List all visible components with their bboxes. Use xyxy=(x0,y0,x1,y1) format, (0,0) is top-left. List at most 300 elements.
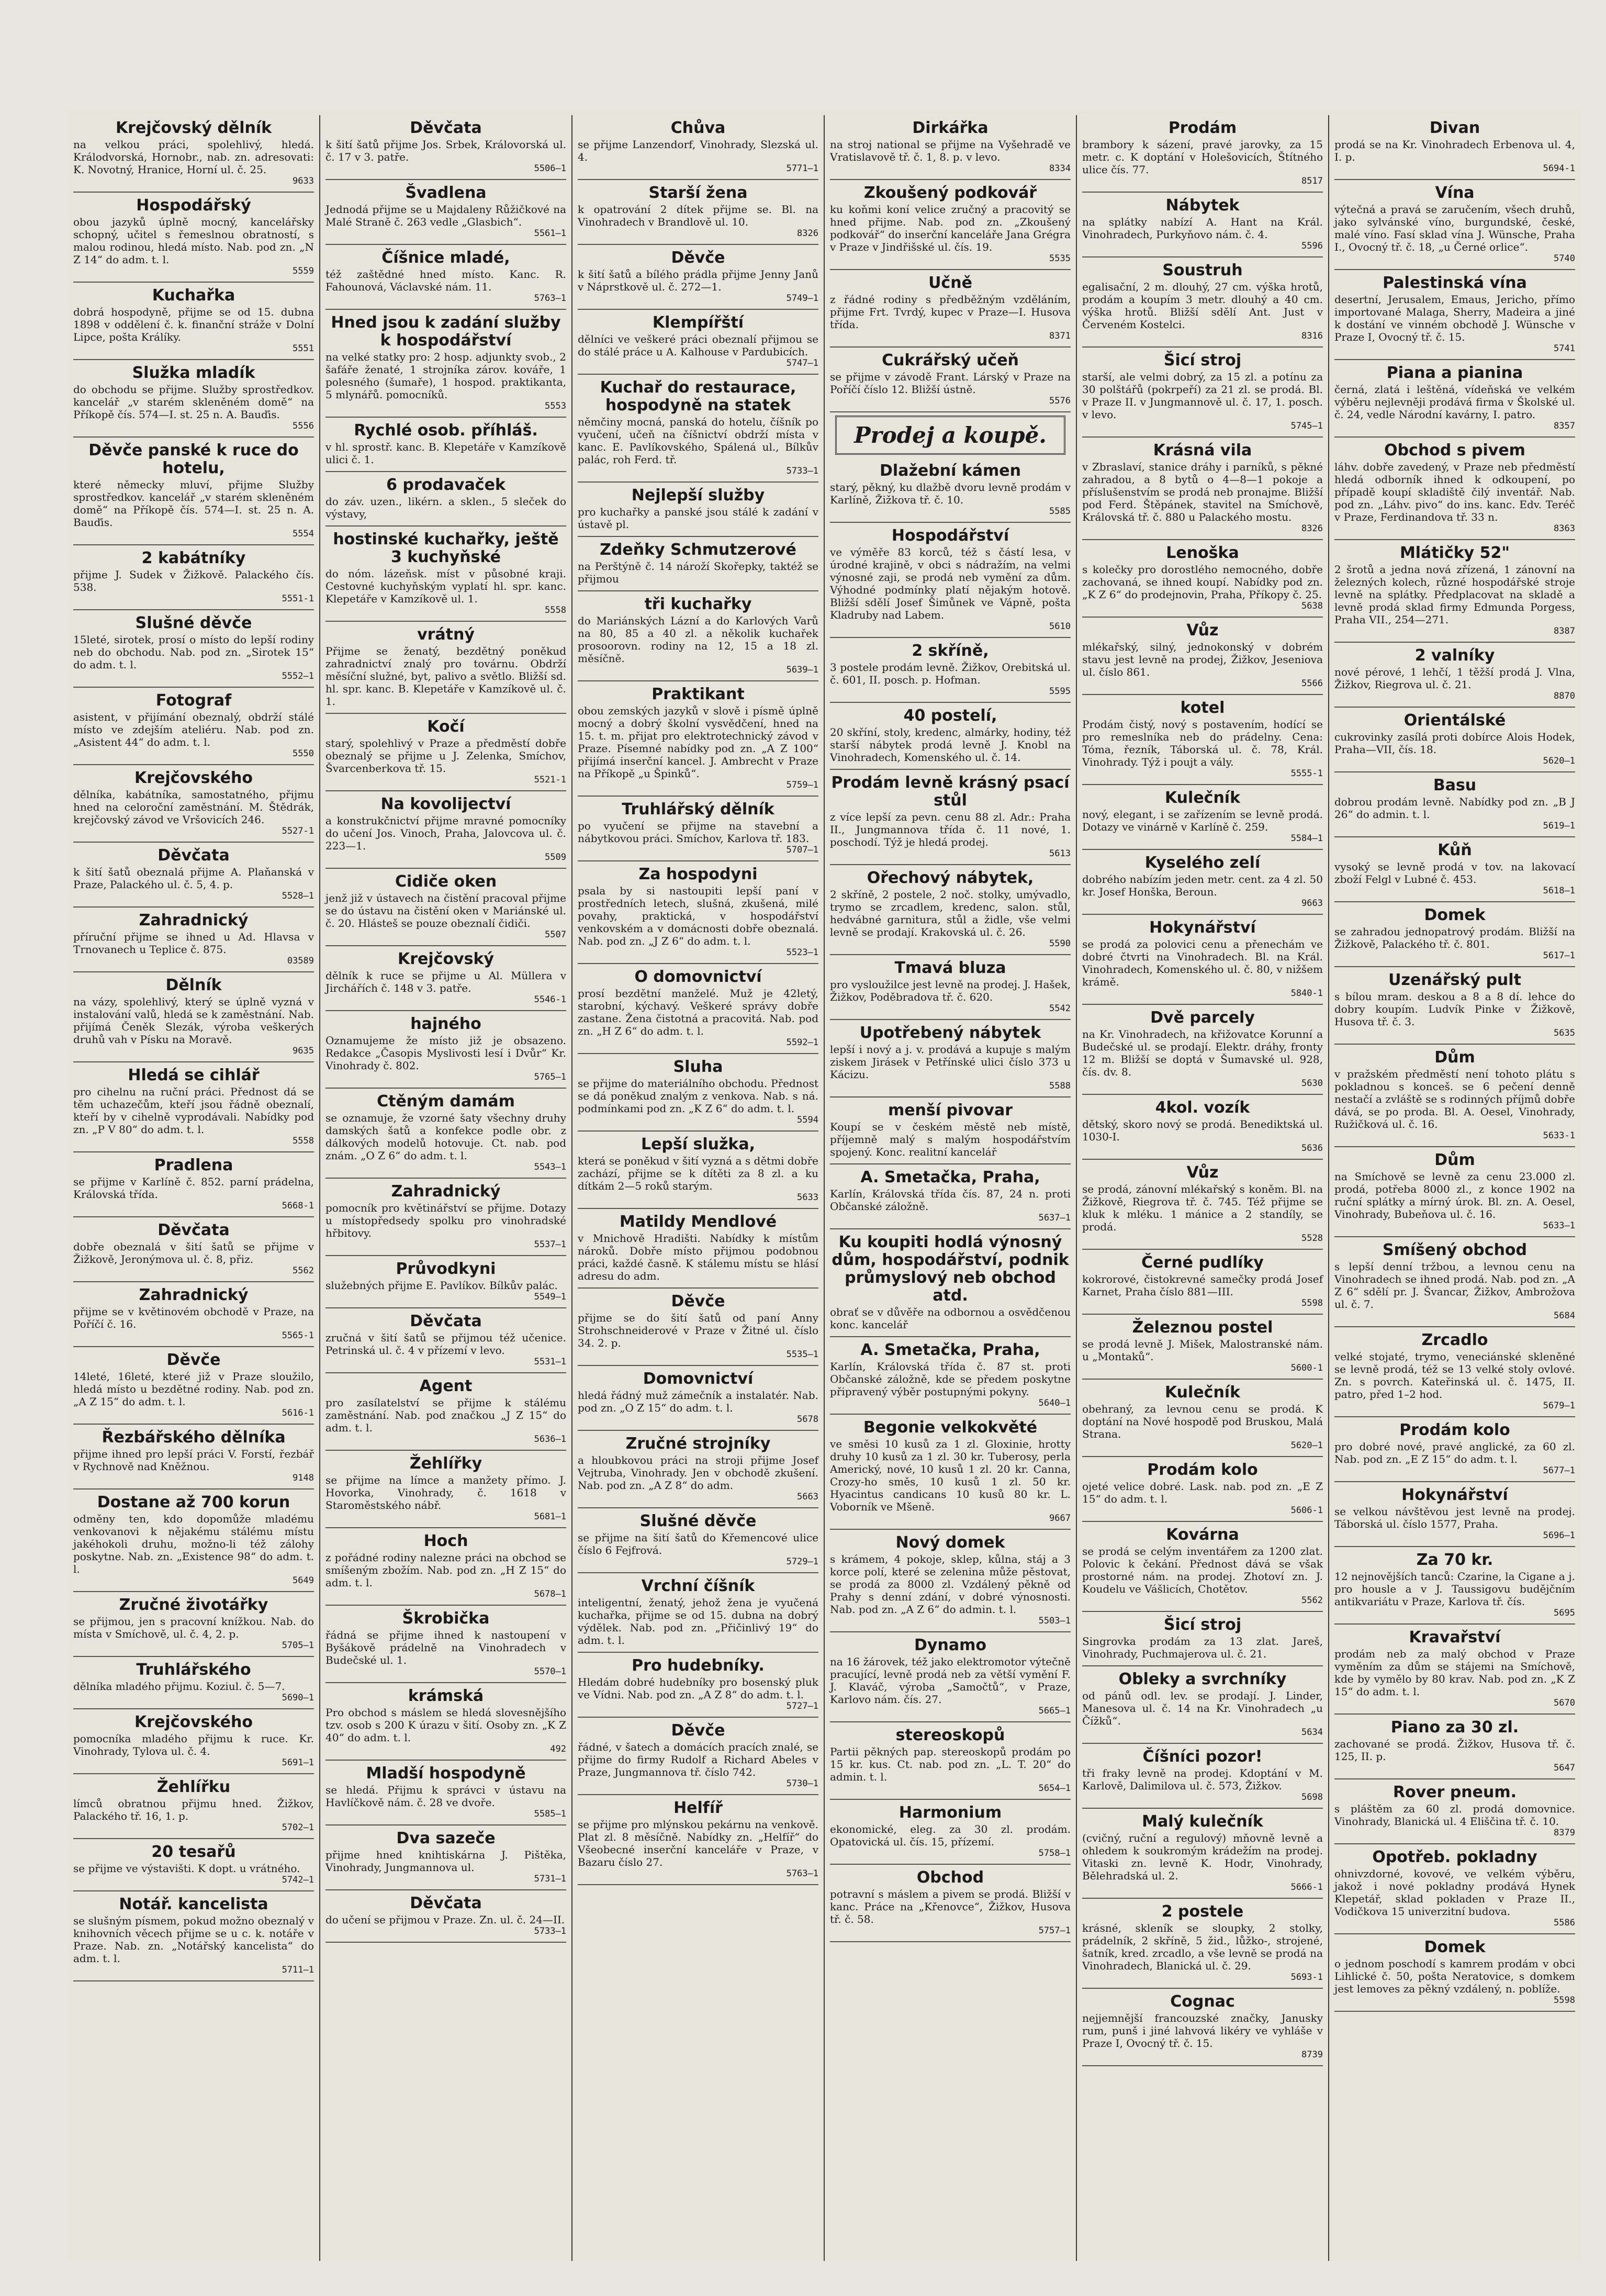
ad-body: tři fraky levně na prodej. Kdoptání v M. Karlově, Dalimilova ul. č. 573, Žižkov. xyxy=(1082,1767,1323,1792)
ad-number: 9633 xyxy=(293,176,314,186)
ad-number: 5565-1 xyxy=(282,1330,314,1341)
ad-body: límců obratnou přijmu hned. Žižkov, Palackého tř. 16, 1. p. xyxy=(73,1797,314,1822)
ad-headline: stereoskopů xyxy=(895,1726,1005,1744)
ad-headline: Kulečník xyxy=(1164,1383,1241,1402)
classified-ad xyxy=(830,1020,1071,1097)
ad-number: 8334 xyxy=(1049,163,1071,174)
ad-number: 5616-1 xyxy=(282,1408,314,1418)
ad-headline: Dům xyxy=(1434,1151,1475,1169)
ad-number: 5585—1 xyxy=(534,1809,566,1819)
classified-ad xyxy=(1334,967,1575,1045)
ad-headline: Cidiče oken xyxy=(395,872,497,891)
ad-headline: Vůz xyxy=(1186,1163,1219,1182)
ad-number: 5771—1 xyxy=(786,163,818,174)
classified-ad xyxy=(1082,1457,1323,1522)
ad-headline: Hokynářství xyxy=(1149,919,1256,937)
ad-number: 5733—1 xyxy=(534,1926,566,1936)
ad-body: zručná v šití šatů se přijmou též učenice. Petrinská ul. č. 4 v přízemí v levo. xyxy=(325,1331,566,1357)
ad-number: 5757—1 xyxy=(1038,1925,1071,1936)
classified-ad xyxy=(830,770,1071,865)
ad-number: 5598 xyxy=(1301,1298,1323,1308)
classified-ad xyxy=(73,115,314,193)
classified-ad xyxy=(73,438,314,545)
classified-ad xyxy=(830,180,1071,270)
ad-headline: Orientálské xyxy=(1403,711,1506,730)
classified-ad xyxy=(325,1373,566,1451)
classified-ad xyxy=(325,115,566,180)
classified-ad xyxy=(73,1217,314,1282)
ad-body: ojeté velice dobré. Lask. nab. pod zn. „E Z 15“ do adm. t. l. xyxy=(1082,1480,1323,1505)
ad-body: se přijme pro mlýnskou pekárnu na venkově. Plat zl. 8 měsíčně. Nabídky zn. „Helfíř“ do Všeobecné inserční kanceláře v Praze, v Bazaru číslo 27. xyxy=(578,1818,818,1868)
ad-headline: Vůz xyxy=(1186,621,1219,640)
ad-body: černá, zlatá i leštěná, vídeňská ve velkém výběru nejlevněji prodává firma v Školské ul. č. 24, vedle Národní kavárny, I. patro. xyxy=(1334,383,1575,421)
classified-ad xyxy=(73,1592,314,1657)
column-3 xyxy=(572,115,825,2261)
ad-body: Jednodá přijme se u Majdaleny Růžičkové na Malé Straně č. 263 vedle „Glasbich“. xyxy=(325,203,566,228)
ad-headline: Kočí xyxy=(427,718,465,736)
classified-ad xyxy=(830,1865,1071,1942)
classified-ad xyxy=(578,1795,818,1885)
ad-number: 9635 xyxy=(293,1046,314,1056)
ad-headline: Za hospodyni xyxy=(638,865,758,883)
classified-ad xyxy=(1082,1095,1323,1160)
ad-headline: Helfíř xyxy=(673,1799,723,1817)
ad-body: na splátky nabízí A. Hant na Král. Vinohradech, Purkyňovo nám. č. 4. xyxy=(1082,216,1323,241)
ad-body: se přijme ve výstavišti. K dopt. u vrátného. xyxy=(73,1862,300,1875)
classified-ad xyxy=(73,1152,314,1217)
classified-ad xyxy=(578,1653,818,1718)
ad-body: s pláštěm za 60 zl. prodá domovnice. Vinohrady, Blanická ul. 4 Eliščina tř. č. 10. xyxy=(1334,1802,1575,1828)
ad-headline: Děvče xyxy=(671,249,725,267)
ad-headline: Žehlířku xyxy=(156,1778,231,1796)
classified-ad xyxy=(73,1774,314,1839)
ad-headline: Piana a pianina xyxy=(1386,364,1523,382)
ad-number: 8739 xyxy=(1301,2049,1323,2060)
ad-body: nové pérové, 1 lehčí, 1 těžší prodá J. Vlna, Žižkov, Riegrova ul. č. 21. xyxy=(1334,666,1575,691)
ad-number: 5586 xyxy=(1554,1918,1575,1928)
ad-body: se přijme na šití šatů do Křemencové ulice číslo 6 Fejfrová. xyxy=(578,1531,818,1556)
ad-body: z více lepší za pevn. cenu 88 zl. Adr.: Praha II., Jungmannova třída č. 11 nové, 1. poschodí. Týž je hledá prodej. xyxy=(830,811,1071,848)
ad-body: psala by si nastoupiti lepší paní v prostředních letech, slušná, zkušená, milé povahy, praktická, v hospodářství venkovském a v domácnosti dobře obeznalá. Nab. pod zn. „J Z 6“ do adm. t. l. xyxy=(578,884,818,947)
ad-headline: Upotřebený nábytek xyxy=(859,1024,1041,1042)
ad-body: vysoký se levně prodá v tov. na lakovací zboží Felgl v Lubné č. 453. xyxy=(1334,860,1575,886)
ad-headline: A. Smetačka, Praha, xyxy=(860,1168,1040,1186)
ad-headline: Zahradnický xyxy=(139,1286,249,1304)
ad-number: 5528 xyxy=(1301,1233,1323,1244)
ad-body: se oznamuje, že vzorné šaty všechny druhy damských šatů a konfekce podle obr. z dálkových modelů hotovuje. Ct. nab. pod znám. „O Z 6“ do adm. t. l. xyxy=(325,1112,566,1162)
ad-headline: Prodám xyxy=(1168,119,1237,137)
ad-headline: Rychlé osob. příhláš. xyxy=(354,421,538,440)
classified-ad xyxy=(73,908,314,972)
ad-number: 5551-1 xyxy=(282,593,314,604)
ad-body: do Mariánských Lázní a do Karlových Varů na 80, 85 a 40 zl. a několik kuchařek prosoorovn. rodiny na 12, 15 a 18 zl. měsíčně. xyxy=(578,614,818,665)
ad-headline: Nábytek xyxy=(1165,196,1240,215)
ad-number: 5647 xyxy=(1554,1763,1575,1773)
ad-number: 8326 xyxy=(1301,523,1323,534)
ad-number: 5693-1 xyxy=(1290,1972,1323,1983)
ad-number: 5527-1 xyxy=(282,826,314,836)
ad-body: přijme se v květinovém obchodě v Praze, na Poříčí č. 16. xyxy=(73,1305,314,1330)
ad-number: 5633-1 xyxy=(1543,1130,1575,1141)
classified-ad xyxy=(578,1289,818,1366)
ad-body: na vázy, spolehlivý, který se úplně vyzná v instalování valů, hledá se k zaměstnání. Nab. přijímá Čeněk Slezák, výroba veškerých druhů vah v Písku na Moravě. xyxy=(73,995,314,1046)
ad-number: 5506—1 xyxy=(534,163,566,174)
ad-number: 5620—1 xyxy=(1543,756,1575,766)
classified-ad xyxy=(325,1825,566,1890)
classified-ad xyxy=(1334,708,1575,772)
classified-ad xyxy=(73,843,314,908)
ad-body: Pro obchod s máslem se hledá slovesnějšího tzv. osob s 200 K úrazu v šití. Osoby zn. „K Z 40“ do adm. t. l. xyxy=(325,1706,566,1744)
ad-number: 5758—1 xyxy=(1038,1848,1071,1858)
classified-ad xyxy=(578,1209,818,1289)
section-banner: Prodej a koupě. xyxy=(835,416,1065,455)
ad-body: desertní, Jerusalem, Emaus, Jericho, přímo importované Malaga, Sherry, Madeira a jiné k dostání ve vinném obchodě J. Wünsche v Praze I, Ovocný tř. č. 15. xyxy=(1334,293,1575,343)
ad-number: 5681—1 xyxy=(534,1511,566,1522)
classified-ad xyxy=(325,791,566,869)
classified-ad xyxy=(1334,1327,1575,1417)
ad-number: 5711—1 xyxy=(282,1965,314,1975)
ad-headline: 2 kabátníky xyxy=(141,549,246,567)
classified-ad xyxy=(578,1573,818,1653)
ad-headline: tři kuchařky xyxy=(644,595,752,613)
ad-number: 8387 xyxy=(1554,626,1575,636)
ad-number: 5509 xyxy=(545,852,566,863)
ad-number: 5598 xyxy=(1554,1995,1575,2006)
classified-ad xyxy=(1082,348,1323,438)
ad-body: do obchodu se přijme. Služby sprostředkov. kancelář „v starém skleněném domě“ na Příkopě čís. 574—I. st. 25 n. A. Bauďis. xyxy=(73,383,314,421)
column-5 xyxy=(1077,115,1329,2261)
ad-body: služebných přijme E. Pavlíkov. Bílkův palác. xyxy=(325,1279,558,1292)
ad-body: Karlín, Královská třída č. 87 st. proti Občanské záložně, kde se předem poskytne připravený výběr postupnými pokyny. xyxy=(830,1360,1071,1398)
ad-headline: Slušné děvče xyxy=(135,614,252,632)
classified-ad xyxy=(830,348,1071,412)
ad-body: 15leté, sirotek, prosí o místo do lepší rodiny neb do obchodu. Nab. pod zn. „Sirotek 15“ do adm. t. l. xyxy=(73,633,314,671)
ad-headline: Krejčovského xyxy=(134,769,253,787)
classified-ad xyxy=(830,115,1071,180)
ad-number: 5763—1 xyxy=(534,293,566,304)
ad-body: na stroj national se přijme na Vyšehradě ve Vratislavově tř. č. 1, 8. p. v levo. xyxy=(830,138,1071,163)
classified-ad xyxy=(73,1062,314,1152)
ad-number: 5636—1 xyxy=(534,1434,566,1444)
ad-headline: Dirkářka xyxy=(912,119,989,137)
ad-body: přijme J. Sudek v Žižkově. Palackého čís. 538. xyxy=(73,568,314,593)
ad-headline: Za 70 kr. xyxy=(1416,1551,1493,1569)
newspaper-page xyxy=(68,110,1580,2261)
ad-headline: Mlátičky 52" xyxy=(1399,544,1510,562)
classified-ad xyxy=(73,193,314,283)
ad-headline: Zdeňky Schmutzerové xyxy=(600,541,796,559)
ad-number: 5730—1 xyxy=(786,1778,818,1789)
classified-ad xyxy=(1334,438,1575,540)
ad-headline: Uzenářský pult xyxy=(1388,971,1521,989)
classified-ad xyxy=(1082,1380,1323,1457)
ad-headline: Truhlářský dělník xyxy=(622,800,774,819)
ad-number: 5521-1 xyxy=(534,775,566,785)
ad-body: z řádné rodiny s předběžným vzděláním, přijme Frt. Tvrdý, kupec v Praze—I. Husova třída. xyxy=(830,293,1071,331)
classified-ad xyxy=(578,245,818,310)
classified-ad xyxy=(578,1508,818,1573)
ad-body: krásné, skleník se sloupky, 2 stolky, prádelník, 2 skříně, 5 žid., lůžko-, strojené, šatník, kred. zrcadlo, a vše levně se prodá na Vinohradech, Blanická ul. č. 29. xyxy=(1082,1922,1323,1972)
ad-body: v pražském předměstí není tohoto plátu s pokladnou s konceš. se 6 pečení denně nestačí a zvláště se s rodinných příjmů dobře dává, se po proda. Bl. A. Oesel, Vinohrady, Ružičková ul. č. 16. xyxy=(1334,1068,1575,1130)
ad-number: 5677—1 xyxy=(1543,1465,1575,1476)
ad-body: na Smíchově se levně za cenu 23.000 zl. prodá, potřeba 8000 zl., z konce 1902 na ruční splátky a mírný úrok. Bl. zn. A. Oesel, Vinohrady, Bubeňova ul. č. 16. xyxy=(1334,1170,1575,1220)
ad-headline: Obleky a svrchníky xyxy=(1118,1670,1287,1688)
ad-body: se přijme Lanzendorf, Vinohrady, Slezská ul. 4. xyxy=(578,138,818,163)
ad-number: 5566 xyxy=(1301,678,1323,689)
ad-body: se přijme na límce a manžety přímo. J. Hovorka, Vinohrady, č. 1618 v Staroměstského nábř. xyxy=(325,1474,566,1511)
ad-body: na Perštýně č. 14 nároží Skořepky, taktéž se přijmou xyxy=(578,560,818,585)
ad-body: po vyučení se přijme na stavební a nábytkovou práci. Smíchov, Karlova tř. 183. xyxy=(578,820,818,845)
ad-number: 9667 xyxy=(1049,1513,1071,1524)
ad-headline: Zkoušený podkovář xyxy=(863,184,1037,202)
classified-ad xyxy=(578,375,818,483)
ad-headline: Fotograf xyxy=(155,691,232,710)
ad-body: dělníka mladého přijmu. Koziul. č. 5—7. xyxy=(73,1680,285,1693)
ad-body: dobrá hospodyně, přijme se od 15. dubna 1898 v oddělení č. k. finanční stráže v Dolní Lipce, pošta Králíky. xyxy=(73,306,314,343)
ad-body: s kolečky pro dorostlého nemocného, dobře zachovaná, se ihned koupí. Nabídky pod zn. „K Z 6“ do prodejnovin, Praha, Příkopy č. 25. xyxy=(1082,563,1323,601)
ad-body: prosí bezdětní manželé. Muž je 42letý, starobní, kýchavý. Veškeré správy dobře zastane. Žena čistotná a pracovitá. Nab. pod zn. „H Z 6“ do adm. t. l. xyxy=(578,987,818,1037)
ad-body: dětský, skoro nový se prodá. Benediktská ul. 1030-I. xyxy=(1082,1118,1323,1143)
ad-headline: Průvodkyni xyxy=(396,1260,496,1278)
ad-number: 5543—1 xyxy=(534,1162,566,1172)
ad-number: 5630 xyxy=(1301,1078,1323,1089)
ad-headline: Kůň xyxy=(1437,841,1472,859)
classified-ad xyxy=(73,360,314,438)
classified-ad xyxy=(73,1657,314,1709)
ad-number: 5731—1 xyxy=(534,1874,566,1884)
ad-headline: vrátný xyxy=(417,625,475,644)
ad-number: 5696—1 xyxy=(1543,1530,1575,1541)
ad-headline: Krásná vila xyxy=(1153,441,1252,460)
ad-body: ku koňmi koní velice zručný a pracovitý se hned přijme. Nab. pod zn. „Zkoušený podkovář“ do inserční kanceláře Jana Grégra v Praze v Jindřišské ul. čís. 19. xyxy=(830,203,1071,253)
classified-ad xyxy=(73,1425,314,1489)
ad-body: Koupí se v českém městě neb místě, příjemně malý s malým hospodářstvím spojený. Konc. realitní kancelář xyxy=(830,1121,1071,1158)
ad-number: 8517 xyxy=(1301,176,1323,186)
classified-ad xyxy=(1334,1779,1575,1844)
classified-columns xyxy=(68,115,1580,2261)
ad-body: pomocník pro květinářství se přijme. Dotazy u místopředsedy spolku pro vinohradské hřbitovy. xyxy=(325,1202,566,1239)
ad-number: 5555-1 xyxy=(1290,768,1323,779)
ad-headline: Kulečník xyxy=(1164,789,1241,807)
classified-ad xyxy=(1082,618,1323,695)
ad-number: 5553 xyxy=(545,401,566,411)
ad-headline: 2 valníky xyxy=(1414,646,1495,665)
ad-headline: Ctěným damám xyxy=(377,1092,515,1111)
ad-headline: O domovnictví xyxy=(634,968,762,986)
ad-number: 5649 xyxy=(293,1575,314,1586)
ad-body: z pořádné rodiny nalezne práci na obchod se smíšeným zbožím. Nab. pod zn. „H Z 15“ do adm. t. l. xyxy=(325,1551,566,1589)
ad-body: s lepší denní tržbou, a levnou cenu na Vinohradech se ihned prodá. Nab. pod zn. „A Z 6“ sdělí pr. J. Švancar, Žižkov, Ambrožova ul. č. 7. xyxy=(1334,1260,1575,1311)
column-6 xyxy=(1329,115,1580,2261)
ad-body: příruční přijme se ihned u Ad. Hlavsa v Trnovanech u Teplice č. 875. xyxy=(73,931,314,956)
ad-number: 5694-1 xyxy=(1543,163,1575,174)
ad-number: 5678 xyxy=(797,1414,818,1425)
ad-body: starý, pěkný, ku dlažbě dvoru levně prodám v Karlíně, Žižkova tř. č. 10. xyxy=(830,481,1071,506)
ad-body: 14leté, 16leté, které již v Praze sloužilo, hledá místo u bezdětné rodiny. Nab. pod zn. „A Z 15“ do adm. t. l. xyxy=(73,1370,314,1408)
ad-body: Partii pěkných pap. stereoskopů prodám po 15 kr. kus. Ct. nab. pod zn. „L. T. 20“ do admin. t. l. xyxy=(830,1745,1071,1783)
ad-body: se prodá, zánovní mlékařský s koněm. Bl. na Žižkově, Riegrova tř. č. 745. Též přijme se kluk k mléku. 1 mánice a 2 standíly, se prodá. xyxy=(1082,1183,1323,1233)
classified-ad xyxy=(73,765,314,843)
ad-number: 5562 xyxy=(1301,1595,1323,1606)
classified-ad xyxy=(1082,1744,1323,1809)
ad-body: nejjemnější francouzské značky, Janusky rum, punš i jiné lahvová likéry ve vyhláše v Praze I, Ovocný tř. č. 15. xyxy=(1082,2012,1323,2049)
ad-number: 5759—1 xyxy=(786,780,818,790)
ad-headline: Číšníci pozor! xyxy=(1142,1748,1263,1766)
ad-headline: kotel xyxy=(1180,699,1225,717)
classified-ad xyxy=(578,1054,818,1132)
classified-ad xyxy=(1334,1715,1575,1779)
classified-ad xyxy=(325,869,566,946)
ad-number: 5523—1 xyxy=(786,947,818,958)
ad-number: 5763—1 xyxy=(786,1868,818,1879)
classified-ad xyxy=(1082,1160,1323,1250)
ad-body: výtečná a pravá se zaručením, všech druhů, jako sylvánské víno, burgundské, české, malé víno. Fasí sklad vína J. Wünsche, Praha I., Ovocný tř. č. 18, „u Černé orlice“. xyxy=(1334,203,1575,253)
classified-ad xyxy=(325,946,566,1011)
ad-number: 5690—1 xyxy=(282,1693,314,1703)
ad-number: 5546-1 xyxy=(534,994,566,1005)
classified-ad xyxy=(1082,193,1323,257)
ad-headline: Děvčata xyxy=(410,1894,482,1912)
classified-ad xyxy=(325,527,566,622)
ad-headline: Zručné životářky xyxy=(119,1596,268,1614)
ad-body: ekonomické, eleg. za 30 zl. prodám. Opatovická ul. čís. 15, přízemí. xyxy=(830,1823,1071,1848)
ad-number: 5640—1 xyxy=(1038,1398,1071,1408)
ad-headline: Mladší hospodyně xyxy=(366,1764,526,1783)
classified-ad xyxy=(73,1282,314,1347)
classified-ad xyxy=(830,1632,1071,1722)
ad-headline: Učně xyxy=(928,274,972,292)
ad-headline: Obchod xyxy=(916,1868,984,1887)
ad-headline: Klempířští xyxy=(652,313,744,332)
column-4 xyxy=(825,115,1077,2261)
ad-number: 5679—1 xyxy=(1543,1401,1575,1411)
ad-headline: Rover pneum. xyxy=(1392,1783,1517,1801)
ad-body: dělník k ruce se přijme u Al. Müllera v Jirchářích č. 148 v 3. patře. xyxy=(325,969,566,994)
ad-body: Oznamujeme že místo již je obsazeno. Redakce „Časopis Myslivosti lesí i Dvůr“ Kr. Vinohrady č. 802. xyxy=(325,1034,566,1072)
ad-headline: Krejčovský dělník xyxy=(115,119,272,137)
classified-ad xyxy=(830,1415,1071,1530)
ad-body: hledá řádný muž zámečník a instalatér. Nab. pod zn. „O Z 15“ do adm. t. l. xyxy=(578,1389,818,1414)
classified-ad xyxy=(1082,438,1323,540)
ad-headline: Děvčata xyxy=(410,1312,482,1330)
classified-ad xyxy=(1082,540,1323,618)
ad-headline: Lepší služka, xyxy=(641,1135,756,1153)
classified-ad xyxy=(830,1097,1071,1164)
ad-headline: Smíšený obchod xyxy=(1382,1241,1528,1259)
classified-ad xyxy=(830,1800,1071,1865)
ad-body: pro cihelnu na ruční práci. Přednost dá se těm uchazečům, kteří jsou řádně obeznalí, kteří by v cihelně vyprodávali. Nabídky pod zn. „P V 80“ do adm. t. l. xyxy=(73,1085,314,1136)
classified-ad xyxy=(1334,1625,1575,1715)
classified-ad xyxy=(73,545,314,610)
ad-body: v hl. sprostř. kanc. B. Klepetáře v Kamzíkově ulici č. 1. xyxy=(325,441,566,466)
ad-number: 5537—1 xyxy=(534,1239,566,1250)
classified-ad xyxy=(325,1528,566,1606)
ad-number: 5617—1 xyxy=(1543,950,1575,961)
ad-headline: hostinské kuchařky, ještě 3 kuchyňské xyxy=(333,530,559,566)
classified-ad xyxy=(1334,1045,1575,1147)
ad-body: prodá se na Kr. Vinohradech Erbenova ul. 4, I. p. xyxy=(1334,138,1575,163)
ad-number: 5633—1 xyxy=(1543,1220,1575,1231)
ad-body: a hloubkovou práci na stroji přijme Josef Vejtruba, Vinohrady. Jen v obchodě zkušení. Nab. pod zn. „A Z 8“ do adm. xyxy=(578,1454,818,1492)
ad-number: 5600-1 xyxy=(1290,1363,1323,1373)
ad-body: pomocníka mladého přijmu k ruce. Kr. Vinohrady, Tylova ul. č. 4. xyxy=(73,1732,314,1757)
ad-headline: A. Smetačka, Praha, xyxy=(860,1341,1040,1359)
ad-body: láhv. dobře zavedený, v Praze neb předměstí hledá odborník ihned k odkoupení, po případě koupí skladiště čilý inventář. Nab. pod zn. „Láhv. pivo“ do ins. kanc. Edv. Teréč v Praze, Ferdinandova tř. 33 n. xyxy=(1334,461,1575,523)
ad-number: 5840-1 xyxy=(1290,988,1323,999)
ad-body: obou zemských jazyků v slově i písmě úplně mocný a dobrý školní vysvědčení, hned na 15. t. m. přijat pro elektrotechnický závod v Praze. Písemné nabídky pod zn. „A Z 100“ přijímá inserční kancel. J. Ambrecht v Praze na Příkopě „u Špinků“. xyxy=(578,704,818,780)
ad-headline: Palestinská vína xyxy=(1383,274,1527,292)
classified-ad xyxy=(1334,837,1575,902)
ad-headline: Truhlářského xyxy=(136,1661,251,1679)
classified-ad xyxy=(1082,695,1323,785)
ad-headline: Děvčata xyxy=(410,119,482,137)
classified-ad xyxy=(1334,360,1575,438)
ad-number: 5503—1 xyxy=(1038,1616,1071,1626)
ad-body: jenž již v ústavech na čistění pracoval přijme se do ústavu na čistění oken v Mariánské ul. č. 20. Hlásteš se pouze obeznalí čidiči. xyxy=(325,892,566,929)
ad-body: dělníci ve veškeré práci obeznalí přijmou se do stálé práce u A. Kalhouse v Pardubicích. xyxy=(578,333,818,358)
ad-number: 8326 xyxy=(797,228,818,239)
ad-body: mlékařský, silný, jednokonský v dobrém stavu jest levně na prodej, Žižkov, Jeseniova ul. číslo 861. xyxy=(1082,641,1323,678)
ad-number: 5558 xyxy=(293,1136,314,1146)
classified-ad xyxy=(1334,270,1575,360)
ad-number: 5559 xyxy=(293,266,314,276)
ad-headline: Škrobička xyxy=(402,1609,490,1628)
classified-ad xyxy=(1334,540,1575,643)
ad-headline: Zahradnický xyxy=(391,1182,501,1201)
ad-body: Singrovka prodám za 13 zlat. Jareš, Vinohrady, Puchmajerova ul. č. 21. xyxy=(1082,1635,1323,1660)
ad-number: 5678—1 xyxy=(534,1589,566,1599)
ad-number: 8357 xyxy=(1554,421,1575,431)
ad-headline: Dostane až 700 korun xyxy=(97,1493,290,1511)
ad-headline: Divan xyxy=(1429,119,1480,137)
ad-headline: Zručné strojníky xyxy=(625,1435,771,1453)
classified-ad xyxy=(325,1308,566,1373)
ad-body: na velkou práci, spolehlivý, hledá. Králodvorská, Hornobr., nab. zn. adresovati: K. Novotný, Hranice, Horní ul. č. 25. xyxy=(73,138,314,176)
ad-body: kokrorové, čistokrevné samečky prodá Josef Karnet, Praha číslo 881—III. xyxy=(1082,1273,1323,1298)
ad-body: starý, spolehlivý v Praze a předměstí dobře obeznalý se přijme u J. Zelenka, Smíchov, Švarcenberkova tř. 15. xyxy=(325,737,566,775)
ad-body: Přijme se ženatý, bezdětný poněkud zahradnictví znalý pro továrnu. Obdrží měsíční služné, byt, palivo a světlo. Bližší sd. hl. spr. kanc. B. Klepetáře v Kamzíkově ul. č. 1. xyxy=(325,645,566,708)
ad-number: 5620—1 xyxy=(1290,1440,1323,1451)
ad-number: 5670 xyxy=(1554,1698,1575,1708)
ad-body: k šití šatů a bílého prádla přijme Jenny Janů v Náprstkově ul. č. 272—1. xyxy=(578,268,818,293)
ad-headline: Děvče xyxy=(166,1351,221,1369)
ad-body: obou jazyků úplně mocný, kancelářsky schopný, učitel s řemeslnou obratností, s malou rodinou, hledá místo. Nab. pod zn. „N Z 14“ do adm. t. l. xyxy=(73,216,314,266)
ad-headline: 4kol. vozík xyxy=(1155,1099,1250,1117)
ad-headline: krámská xyxy=(408,1687,484,1705)
ad-number: 5663 xyxy=(797,1492,818,1502)
classified-ad xyxy=(1082,1899,1323,1989)
ad-headline: 40 postelí, xyxy=(903,707,997,725)
ad-body: starší, ale velmi dobrý, za 15 zl. a potínu za 30 polštářů (pokrpeří) za 21 zl. se prodá. Bl. v Praze II. v Jungmannově ul. č. 17, 1. posch. v levo. xyxy=(1082,371,1323,421)
ad-body: brambory k sázení, pravé jarovky, za 15 metr. c. K doptání v Holešovicích, Štítného ulice čís. 77. xyxy=(1082,138,1323,176)
ad-headline: Notář. kancelista xyxy=(119,1895,268,1913)
classified-ad xyxy=(830,1530,1071,1632)
ad-body: do záv. uzen., likérn. a sklen., 5 sleček do výstavy, xyxy=(325,495,566,520)
ad-body: ve směsi 10 kusů za 1 zl. Gloxinie, hrotty druhy 10 kusů za 1 zl. 30 kr. Tuberosy, perla Americký, nové, 10 kusů 1 zl. 20 kr. Canna, Crozy-ho směs, 10 kusů 1 zl. 50 kr. Hyacintus candicans 10 kusů 80 kr. L. Voborník ve Mšeně. xyxy=(830,1438,1071,1513)
ad-headline: Lenoška xyxy=(1166,544,1239,562)
ad-body: se přijme v Karlíně č. 852. parní prádelna, Královská třída. xyxy=(73,1175,314,1201)
ad-body: do učení se přijmou v Praze. Zn. ul. č. 24—II. xyxy=(325,1913,565,1926)
ad-number: 492 xyxy=(550,1744,566,1754)
classified-ad xyxy=(578,483,818,537)
ad-body: v Zbraslaví, stanice dráhy i parníků, s pěkné zahradou, a 8 bytů o 4—8—1 pokoje a příslušenstvím se prodá neb pronajme. Bližší pod Ferd. Štěpánek, stavitel na Smíchově, Královská tř. č. 880 u Palackého mostu. xyxy=(1082,461,1323,523)
ad-body: obehraný, za levnou cenu se prodá. K doptání na Nové hospodě pod Bruskou, Malá Strana. xyxy=(1082,1403,1323,1440)
ad-number: 5634 xyxy=(1301,1727,1323,1738)
ad-headline: Harmonium xyxy=(899,1804,1002,1822)
ad-body: které německy mluví, přijme Služby sprostředkov. kancelář „v starém skleněném domě“ na Příkopě čís. 574—I. st. 25 n. A. Bauďis. xyxy=(73,478,314,529)
classified-ad xyxy=(73,1891,314,1981)
ad-body: pro dobré nové, pravé anglické, za 60 zl. Nab. pod zn. „E Z 15“ do adm. t. l. xyxy=(1334,1440,1575,1465)
